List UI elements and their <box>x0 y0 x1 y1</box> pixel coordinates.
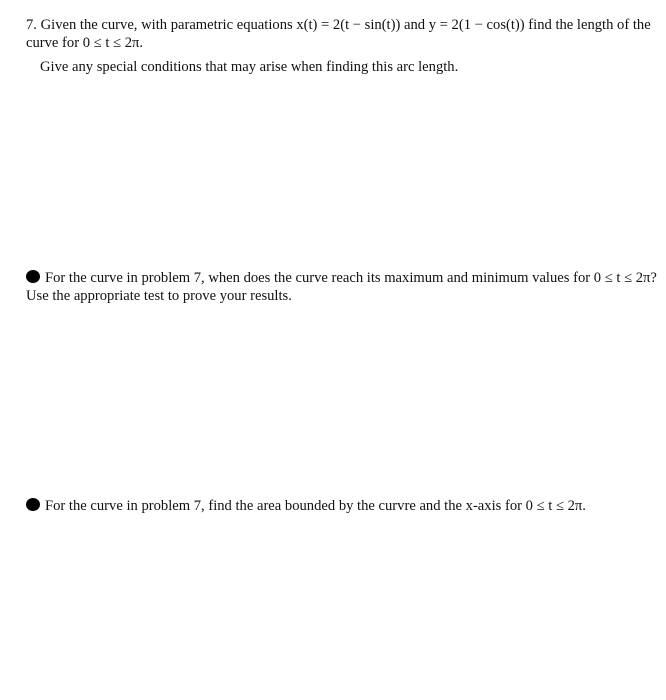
bullet-1-range: 0 ≤ t ≤ 2π? <box>593 270 657 286</box>
bullet-1-text: For the curve in problem 7, when does the curve reach its maximum and minimum values for <box>45 270 591 286</box>
bullet-2-text: For the curve in problem 7, find the area bounded by the curvre and the x-axis for <box>45 498 522 514</box>
problem-7-intro: Given the curve, with parametric equations <box>40 17 293 33</box>
problem-7-subprompt: Give any special conditions that may arise when finding this arc length. <box>40 59 459 75</box>
bullet-question-2 <box>26 497 658 515</box>
bullet-2-range: 0 ≤ t ≤ 2π. <box>525 498 586 514</box>
y-equation: y = 2(1 − cos(t)) <box>428 17 525 33</box>
t-range: 0 ≤ t ≤ 2π. <box>82 35 144 51</box>
problem-7-line-1 <box>26 16 658 34</box>
curve-for-text: curve for <box>26 35 80 51</box>
problem-7 <box>26 16 658 52</box>
problem-7-line-2 <box>26 34 658 52</box>
x-equation: x(t) = 2(t − sin(t)) <box>296 17 401 33</box>
problem-7-line-1-end: find the length of the <box>528 17 651 33</box>
bullet-icon <box>26 498 40 511</box>
bullet-1-line-1 <box>26 269 658 287</box>
problem-number: 7. <box>26 17 37 33</box>
bullet-1-line-2: Use the appropriate test to prove your results. <box>26 288 292 304</box>
and-word: and <box>404 17 426 33</box>
bullet-icon <box>26 270 40 283</box>
bullet-2-line-1 <box>26 497 658 515</box>
bullet-question-1 <box>26 269 658 305</box>
